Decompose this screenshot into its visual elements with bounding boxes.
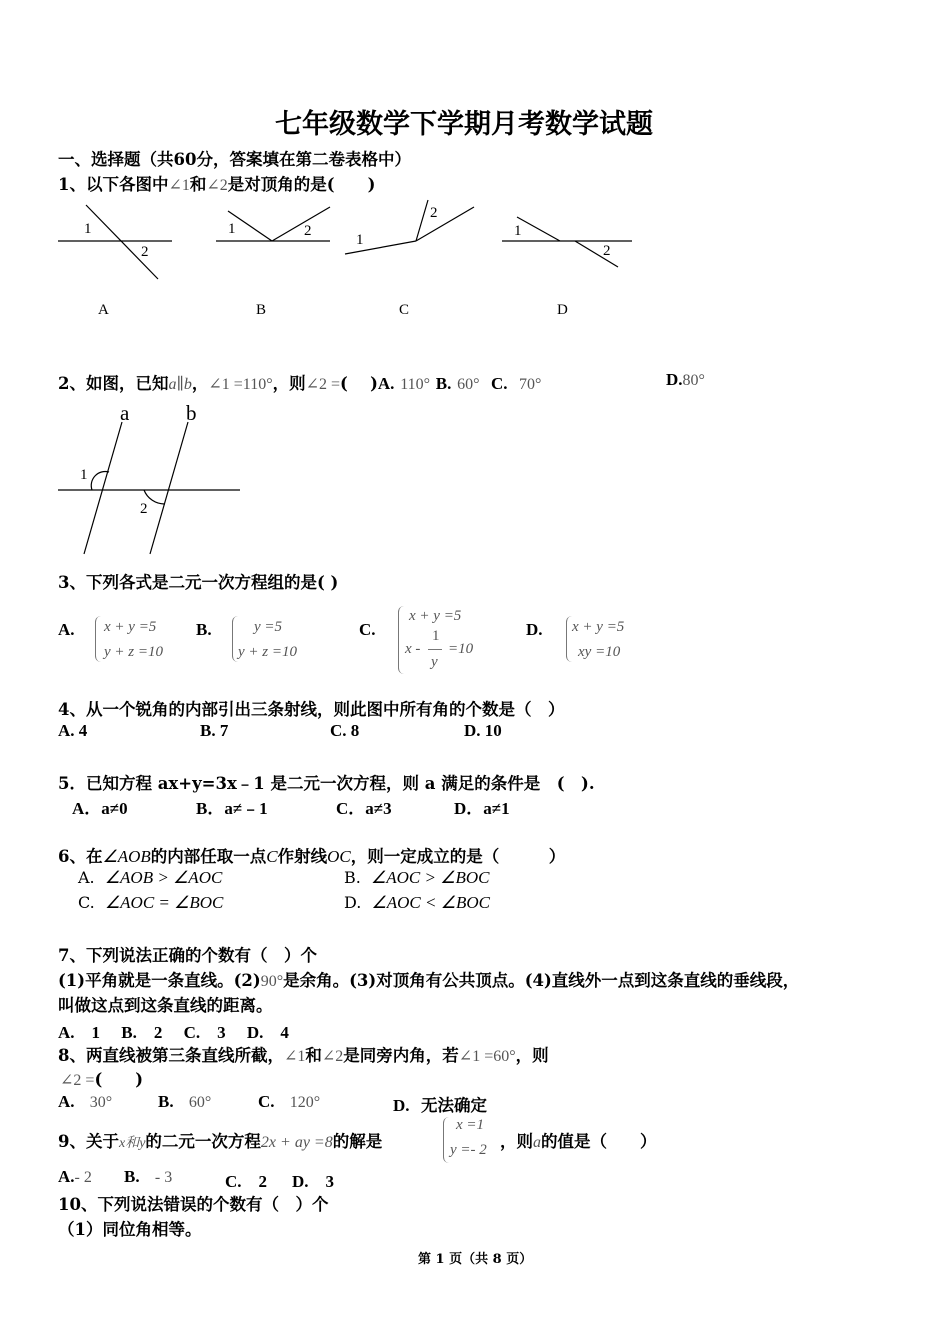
section-heading: 一、选择题（共60分，答案填在第二卷表格中）: [58, 150, 411, 169]
q3-a-eq2: y + z =10: [104, 644, 163, 660]
q2-ask: ∠2 =: [305, 376, 341, 393]
q1-and: 和: [189, 175, 207, 194]
q1-prefix: 1、以下各图中: [58, 175, 169, 194]
q4-opt-a: A. 4: [58, 721, 88, 740]
q9-suffix-a: ，则: [500, 1132, 533, 1151]
q9-mid2: 的解是: [332, 1132, 383, 1151]
q3-b-eq1: y =5: [254, 619, 283, 635]
question-5: 5．已知方程 ax+y=3x﹣1 是二元一次方程，则 a 满足的条件是 ( ).: [58, 774, 595, 793]
question-10: 10、下列说法错误的个数有（ ）个: [58, 1195, 329, 1214]
q2-opt-b: 60°: [457, 376, 480, 393]
q5-opt-c: C．a≠3: [336, 799, 392, 818]
q6-opt-a-label: A.: [78, 868, 95, 887]
q4-opt-c: C. 8: [330, 721, 360, 740]
q8-opt-a-label: A.: [58, 1092, 75, 1111]
q3-d-eq2: xy =10: [578, 644, 621, 660]
q6-opt-b-value: ∠AOC > ∠BOC: [371, 868, 490, 887]
question-7: 7、下列说法正确的个数有（ ）个: [58, 946, 317, 965]
q9-opt-b: [124, 1167, 172, 1187]
q9-equation: 2x + ay =8: [260, 1134, 333, 1151]
q2-comma: ，: [191, 374, 209, 393]
fig-b-mark2: 2: [304, 223, 312, 239]
q7-line1-b: 是余角。(3)对顶角有公共顶点。(4)直线外一点到这条直线的垂线段，: [283, 971, 800, 990]
q2-opt-a-label: A.: [377, 374, 395, 393]
q4-opt-d: D. 10: [464, 721, 502, 740]
q6-opt-c-label: C.: [78, 893, 95, 912]
fig-a-mark1: 1: [84, 221, 92, 237]
q6-opt-c-value: ∠AOC = ∠BOC: [104, 893, 224, 912]
q3-a-brace: [95, 616, 102, 662]
q8-opt-a: [58, 1092, 112, 1112]
question-1: [58, 171, 375, 195]
q8-opt-c-value: 120°: [289, 1094, 321, 1111]
q8-opt-a-value: 30°: [89, 1094, 113, 1111]
q8-opt-d-value: 无法确定: [421, 1096, 488, 1115]
fig-b-mark1: 1: [228, 221, 236, 237]
page-title: 七年级数学下学期月考数学试题: [275, 109, 653, 140]
q6-opt-d: [344, 893, 490, 913]
q6-prefix: 6、在: [58, 847, 103, 866]
q9-opt-a-value: - 2: [74, 1169, 92, 1186]
q2-mark1: 1: [80, 467, 88, 483]
q3-c-eq2-left: x -: [405, 641, 421, 657]
q2-opt-d: [666, 370, 705, 390]
q2-opt-d-label: D.: [666, 370, 683, 389]
question-2: [58, 370, 541, 394]
fig-label-d: D: [557, 302, 568, 318]
q8-then: ，则: [515, 1046, 549, 1065]
q3-opt-c-label: C.: [359, 620, 376, 639]
q3-opt-d-label: D.: [526, 620, 543, 639]
q2-label-b: b: [186, 401, 197, 425]
q9-mid: 的二元一次方程: [145, 1132, 261, 1151]
q3-c-brace: [398, 606, 405, 674]
q6-opt-d-label: D.: [344, 893, 362, 912]
q2-mark2: 2: [140, 501, 148, 517]
q9-opt-b-value: - 3: [154, 1169, 173, 1186]
q3-c-eq1: x + y =5: [409, 608, 462, 624]
q8-opt-d-label: D.: [393, 1096, 410, 1115]
q9-sol-x: x =1: [456, 1117, 485, 1133]
q8-opt-b: [158, 1092, 211, 1112]
fig-d-ray-1: [517, 217, 560, 241]
q5-opt-a: A．a≠0: [72, 799, 128, 818]
q8-paren: ( ): [94, 1070, 144, 1089]
q8-opt-b-value: 60°: [188, 1094, 212, 1111]
q2-line-a: [84, 422, 122, 554]
q3-c-fraction-bar: [428, 649, 442, 650]
q9-opt-a-label: A.: [58, 1167, 75, 1186]
fig-label-c: C: [399, 302, 410, 318]
q2-paren: ( ): [340, 374, 378, 393]
q3-c-fraction-num: 1: [432, 628, 440, 644]
q9-opt-b-label: B.: [124, 1167, 140, 1186]
q6-suffix: ，则一定成立的是（ ）: [350, 847, 566, 866]
q7-line1-deg: 90°: [260, 973, 284, 990]
q2-opt-b-label: B.: [435, 374, 452, 393]
q6-opt-a: [78, 868, 222, 888]
q5-opt-b: B．a≠﹣1: [196, 799, 268, 818]
q2-opt-a: 110°: [400, 376, 430, 393]
q9-vars: x和y: [118, 1136, 146, 1151]
q9-opt-c: C. 2: [225, 1172, 268, 1191]
q1-angle1: ∠1: [168, 177, 190, 194]
q2-opt-c-label: C.: [491, 374, 508, 393]
q9-opt-d: D. 3: [292, 1172, 335, 1191]
fig-c-mark2: 2: [430, 205, 438, 221]
q1-suffix: 是对顶角的是( ): [227, 175, 376, 194]
fig-a-mark2: 2: [141, 244, 149, 260]
q10-item-1: （1）同位角相等。: [58, 1220, 202, 1239]
fig-label-a: A: [98, 302, 109, 318]
fig-b-ray-2: [272, 207, 330, 241]
fig-d-mark1: 1: [514, 223, 522, 239]
q8-mid: 是同旁内角，若: [343, 1046, 459, 1065]
q7-line1: [58, 967, 799, 991]
fig-d-ray-2: [575, 241, 618, 267]
question-9: [58, 1128, 382, 1152]
q2-then: ，则: [272, 374, 306, 393]
q5-opt-d: D．a≠1: [454, 799, 510, 818]
fig-a-line-diag: [86, 205, 158, 279]
q9-var-a: a: [533, 1134, 541, 1151]
q6-point-c: C: [266, 847, 278, 866]
q7-line2: 叫做这点到这条直线的距离。: [58, 996, 273, 1015]
q3-a-eq1: x + y =5: [104, 619, 157, 635]
q9-sol-y: y =- 2: [450, 1142, 487, 1158]
q8-ask: ∠2 =: [60, 1072, 95, 1089]
q2-parallel: a∥b: [168, 376, 192, 393]
q8-opt-b-label: B.: [158, 1092, 174, 1111]
q6-opt-b-label: B.: [344, 868, 361, 887]
q7-line1-a: (1)平角就是一条直线。(2): [58, 971, 261, 990]
q3-c-eq2-right: =10: [448, 641, 474, 657]
q4-opt-b: B. 7: [200, 721, 229, 740]
q9-opt-a: [58, 1167, 92, 1187]
q8-prefix: 8、两直线被第三条直线所截，: [58, 1046, 284, 1065]
q9-solution-brace: [443, 1117, 450, 1163]
q6-opt-a-value: ∠AOB > ∠AOC: [104, 868, 223, 887]
q6-mid2: 作射线: [277, 847, 328, 866]
fig-label-b: B: [256, 302, 267, 318]
question-3: 3、下列各式是二元一次方程组的是( ): [58, 573, 339, 592]
question-8: [58, 1042, 549, 1066]
fig-c-mark1: 1: [356, 232, 364, 248]
q9-suffix-b: 的值是（ ）: [541, 1132, 657, 1151]
q9-prefix: 9、关于: [58, 1132, 119, 1151]
q2-opt-d-value: 80°: [682, 372, 705, 389]
page-footer: 第 1 页（共 8 页）: [418, 1252, 533, 1267]
q2-figure: [0, 398, 260, 560]
q3-opt-a-label: A.: [58, 620, 75, 639]
q8-angle1: ∠1: [283, 1048, 306, 1065]
q2-given: ∠1 =110°: [208, 376, 273, 393]
q6-aob: ∠AOB: [102, 847, 151, 866]
q8-angle2: ∠2: [321, 1048, 344, 1065]
q8-line2: [60, 1066, 143, 1090]
q8-and: 和: [305, 1046, 322, 1065]
q7-options: A. 1 B. 2 C. 3 D. 4: [58, 1023, 289, 1042]
q8-given: ∠1 =60°: [458, 1048, 516, 1065]
q6-opt-c: [78, 893, 223, 913]
q8-opt-c-label: C.: [258, 1092, 275, 1111]
q1-figures: [0, 195, 700, 325]
question-4: 4、从一个锐角的内部引出三条射线，则此图中所有角的个数是（ ）: [58, 700, 565, 719]
q8-opt-c: [258, 1092, 320, 1112]
question-6: [58, 843, 565, 867]
q6-opt-b: [344, 868, 489, 888]
q3-c-fraction-den: y: [431, 654, 438, 670]
q2-label-a: a: [120, 401, 130, 425]
q6-opt-d-value: ∠AOC < ∠BOC: [371, 893, 490, 912]
q3-opt-b-label: B.: [196, 620, 212, 639]
q8-opt-d: [393, 1092, 487, 1116]
q1-angle2: ∠2: [206, 177, 228, 194]
q3-b-eq2: y + z =10: [238, 644, 297, 660]
q3-d-eq1: x + y =5: [572, 619, 625, 635]
q6-ray-oc: OC: [327, 847, 351, 866]
q6-mid: 的内部任取一点: [150, 847, 267, 866]
q2-prefix: 2、如图，已知: [58, 374, 169, 393]
fig-d-mark2: 2: [603, 243, 611, 259]
q9-tail: [500, 1128, 657, 1152]
q2-opt-c: 70°: [519, 376, 542, 393]
q2-line-b: [150, 422, 188, 554]
